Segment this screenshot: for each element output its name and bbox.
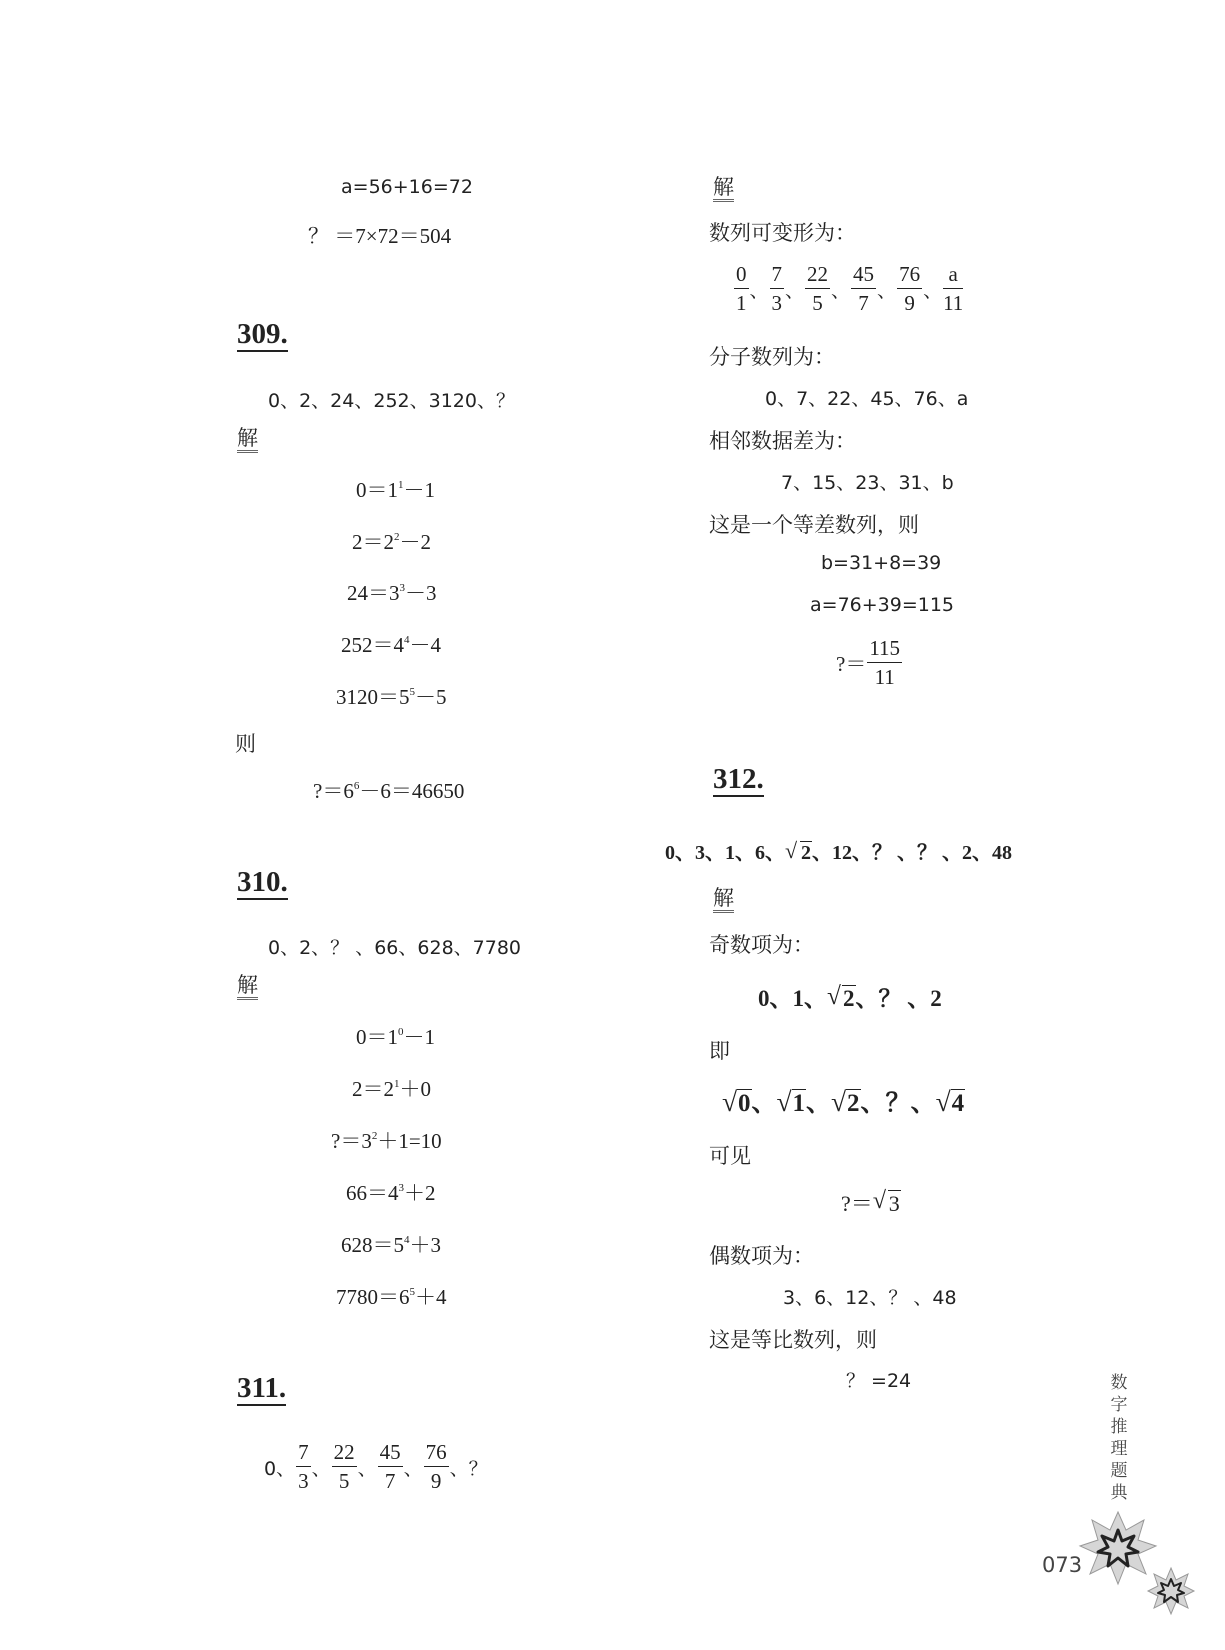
problem-number-309: 309. [237, 318, 288, 350]
step-310-5: $628=5^4+3$ [341, 1233, 441, 1257]
even-label: 偶数项为： [709, 1244, 814, 1268]
transformed-sequence: $\frac{0}{1}$ 、 $\frac{7}{3}$ 、 $\frac{22}{5}$ 、 $\frac{45}{7}$ 、 $\frac{76}{9}$ 、 $\frac{a}{11}$ [736, 262, 964, 316]
geo-label: 这是等比数列，则 [709, 1328, 877, 1352]
odd-label: 奇数项为： [709, 933, 814, 957]
step-309-1: $0=1^1-1$ [356, 478, 435, 502]
odd-sequence: 0、1、 √ 2、？ 、2 [758, 982, 942, 1011]
arith-label: 这是一个等差数列，则 [709, 513, 919, 537]
equation-a: a=56+16=72 [341, 176, 473, 198]
kejian-label: 可见 [709, 1144, 751, 1168]
step-310-6: $7780=6^5+4$ [336, 1285, 447, 1309]
equation-a2: a=76+39=115 [810, 594, 955, 616]
equation-b: b=31+8=39 [821, 552, 942, 574]
diff-sequence: 7、15、23、31、b [781, 472, 954, 494]
odd-answer: ?＝ √ 3 [841, 1187, 900, 1216]
even-sequence: 3、6、12、？ 、48 [783, 1287, 957, 1309]
roots-sequence: √ 0、 √ 1、 √ 2、？、 √ 4 [722, 1086, 965, 1117]
transform-label: 数列可变形为： [709, 221, 856, 245]
equation-answer: ？ ＝7×72＝504 [308, 224, 452, 248]
solution-label: 解 [237, 975, 258, 1000]
ji-label: 即 [709, 1039, 730, 1063]
problem-309-sequence: 0、2、24、252、3120、？ [268, 390, 515, 412]
answer-311: ?＝ $\frac{115}{11}$ [836, 636, 901, 690]
numerator-label: 分子数列为： [709, 345, 835, 369]
step-310-1: $0=1^0-1$ [356, 1025, 435, 1049]
step-309-5: $3120=5^5-5$ [336, 685, 447, 709]
step-309-3: $24=3^3-3$ [347, 581, 437, 605]
sidebar-title: 数 字 推 理 题 典 [1110, 1373, 1128, 1503]
diff-label: 相邻数据差为： [709, 429, 856, 453]
final-answer: ？ =24 [846, 1370, 912, 1392]
answer-309: $?=6^6-6=46650$ [313, 779, 465, 803]
problem-number-310: 310. [237, 866, 288, 898]
problem-312-sequence: 0、3、1、6、 √ 2、12、？ 、？ 、2、48 [665, 838, 1012, 864]
step-309-4: $252=4^4-4$ [341, 633, 441, 657]
solution-label: 解 [237, 428, 258, 453]
step-309-2: $2=2^2-2$ [352, 530, 431, 554]
problem-310-sequence: 0、2、？ 、66、628、7780 [268, 937, 522, 959]
step-310-3: $?=3^2+1=10$ [331, 1129, 442, 1153]
burst-small-icon [1146, 1566, 1196, 1616]
then-label: 则 [235, 732, 256, 756]
problem-311-sequence: 0、 $\frac{7}{3}$ 、 $\frac{22}{5}$ 、 $\frac{45}{7}$ 、 $\frac{76}{9}$ 、 ？ [264, 1440, 488, 1494]
solution-label: 解 [713, 888, 734, 913]
problem-number-311: 311. [237, 1372, 287, 1404]
step-310-4: $66=4^3+2$ [346, 1181, 436, 1205]
solution-label: 解 [713, 177, 734, 202]
page-number: 073 [1042, 1553, 1083, 1577]
step-310-2: $2=2^1+0$ [352, 1077, 431, 1101]
numerator-sequence: 0、7、22、45、76、a [765, 388, 969, 410]
problem-number-312: 312. [713, 763, 764, 795]
